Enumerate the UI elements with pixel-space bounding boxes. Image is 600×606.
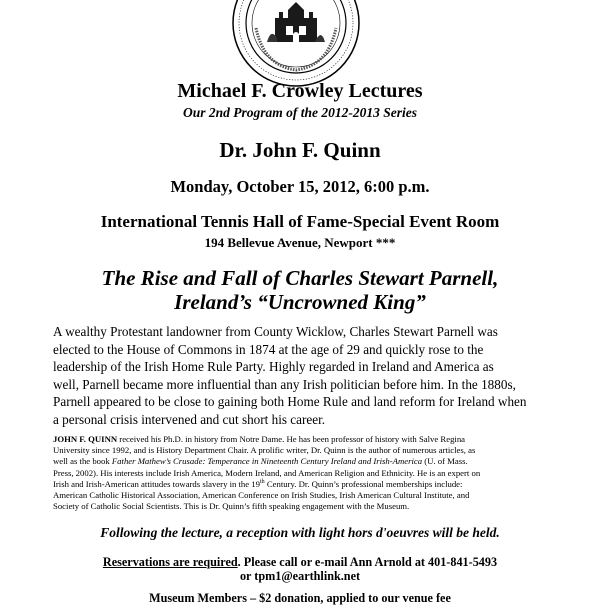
summary-line: well, Parnell became more influential than any Irish politician before him. In the 1880s,	[53, 376, 516, 392]
summary-line: Parnell appeared to be close to gaining both Home Rule and land reform for Ireland when	[53, 394, 527, 410]
speaker-name: Dr. John F. Quinn	[219, 138, 381, 162]
lecture-title-line-2: Ireland’s “Uncrowned King”	[174, 290, 426, 314]
reception-note: Following the lecture, a reception with light hors d'oeuvres will be held.	[100, 525, 500, 540]
series-subtitle: Our 2nd Program of the 2012-2013 Series	[182, 105, 417, 120]
series-title: Michael F. Crowley Lectures	[177, 80, 423, 102]
reservations-email: or tpm1@earthlink.net	[239, 569, 361, 583]
event-datetime: Monday, October 15, 2012, 6:00 p.m.	[170, 177, 430, 196]
lecture-title-line-1: The Rise and Fall of Charles Stewart Parnell,	[101, 266, 499, 290]
summary-line: A wealthy Protestant landowner from County Wicklow, Charles Stewart Parnell was	[53, 324, 498, 339]
lecture-summary	[53, 323, 573, 429]
venue-address: 194 Bellevue Avenue, Newport ***	[204, 235, 396, 250]
museum-seal-logo	[231, 0, 361, 88]
reservations-line: Reservations are required. Please call or e-mail Ann Arnold at 401-841-5493	[102, 555, 498, 569]
bio-name: JOHN F. QUINN	[53, 434, 118, 444]
members-note: Museum Members – $2 donation, applied to our venue fee	[149, 591, 451, 605]
book-title: Father Mathew’s Crusade: Temperance in Nineteenth Century Ireland and Irish-America	[111, 456, 423, 467]
summary-line: leadership of the Irish Home Rule Party. Highly regarded in Ireland and America as	[53, 359, 494, 375]
summary-line: elected to the House of Commons in 1874 at the age of 29 and quickly rose to the	[53, 341, 484, 357]
summary-line: a personal crisis intervened and cut short his career.	[53, 411, 326, 427]
venue-name: International Tennis Hall of Fame-Special Event Room	[100, 212, 500, 231]
speaker-bio: JOHN F. QUINN received his Ph.D. in history from Notre Dame. He has been professor of history with Salve Regina University since 1992, and is History Department Chair. A prolific writer, Dr. Quinn is the author of numerous articles, as well as the book Father Mathew’s Crusade: Temperance in Nineteenth Century Ireland and Irish-America (U. of Mass. Press, 2002). His interests include Irish America, Modern Ireland, and American Religion and Ethnicity. He is an expert on Irish and Irish-American attitudes towards slavery in the 19th Century. Dr. Quinn’s professional memberships include: American Catholic Historical Association, American Conference on Irish Studies, Irish American Cultural Institute, and Society of Catholic Social Scientists. This is Dr. Quinn’s fifth speaking engagement with the Museum.	[53, 434, 481, 512]
reservations-required-label: Reservations are required	[102, 555, 238, 569]
